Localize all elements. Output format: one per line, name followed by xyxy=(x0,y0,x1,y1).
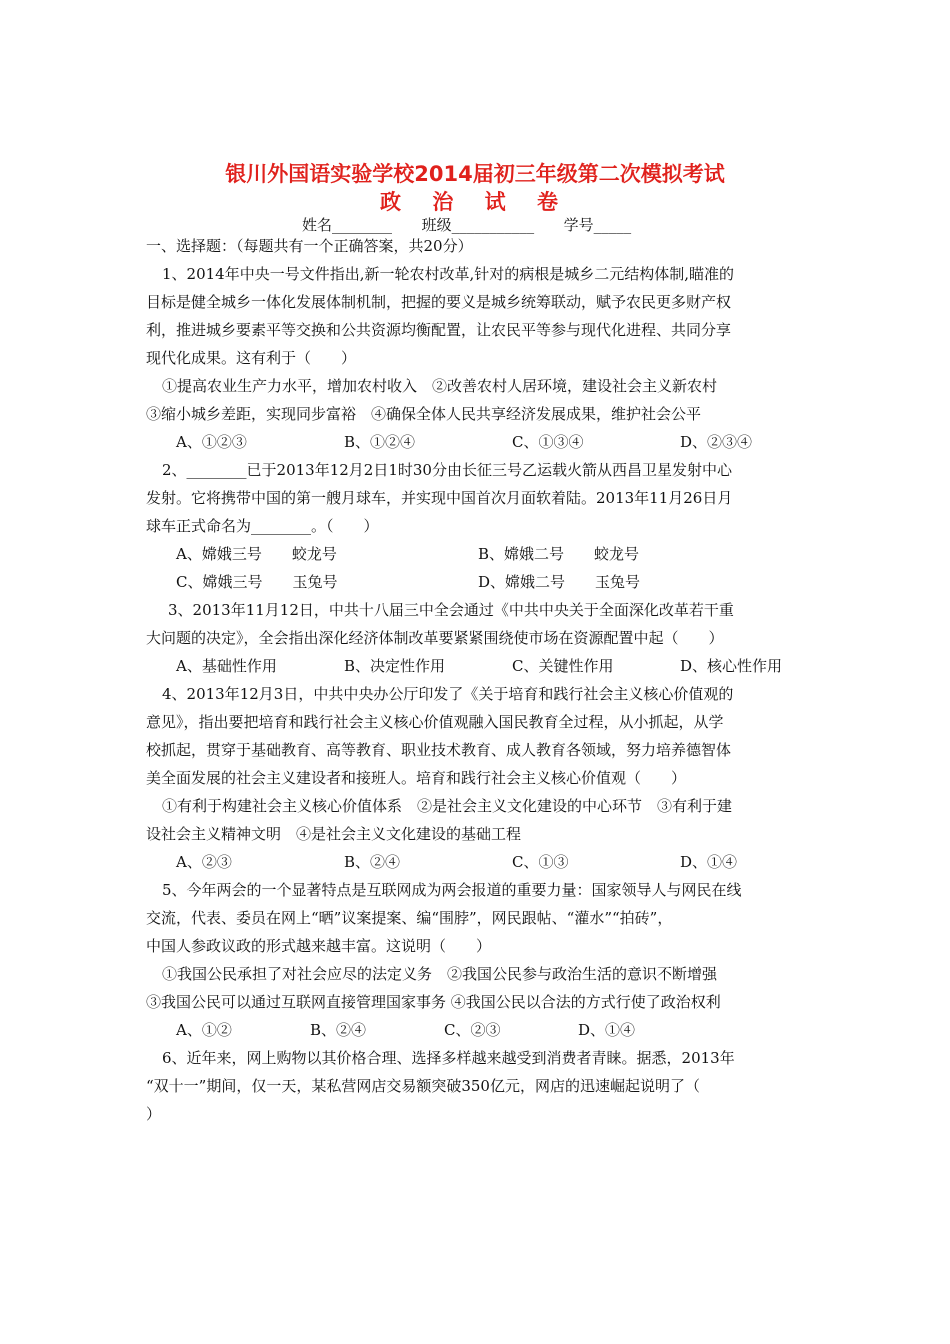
q6-line-3: ） xyxy=(146,1105,162,1123)
q5-statement-2: ③我国公民可以通过互联网直接管理国家事务 ④我国公民以合法的方式行使了政治权利 xyxy=(146,993,721,1011)
q1-line-2: 目标是健全城乡一体化发展体制机制，把握的要义是城乡统筹联动，赋予农民更多财产权 xyxy=(146,293,732,311)
q5-option-d: D、①④ xyxy=(578,1021,636,1039)
name-field-label: 姓名________ xyxy=(302,216,393,234)
q1-line-4: 现代化成果。这有利于（ ） xyxy=(146,349,357,367)
q2-line-1: 2、________已于2013年12月2日1时30分由长征三号乙运载火箭从西昌卫星发射中心 xyxy=(162,461,732,479)
q4-line-3: 校抓起，贯穿于基础教育、高等教育、职业技术教育、成人教育各领域，努力培养德智体 xyxy=(146,741,732,759)
q3-option-d: D、核心性作用 xyxy=(680,657,783,675)
q5-option-b: B、②④ xyxy=(310,1021,367,1039)
section-heading: 一、选择题：（每题共有一个正确答案，共20分） xyxy=(146,237,473,255)
student-info-row xyxy=(302,214,631,235)
q1-option-b: B、①②④ xyxy=(344,433,416,451)
q5-statement-1: ①我国公民承担了对社会应尽的法定义务 ②我国公民参与政治生活的意识不断增强 xyxy=(162,965,718,983)
q4-option-c: C、①③ xyxy=(512,853,569,871)
q5-option-a: A、①② xyxy=(176,1021,232,1039)
q4-statement-2: 设社会主义精神文明 ④是社会主义文化建设的基础工程 xyxy=(146,825,522,843)
q1-option-a: A、①②③ xyxy=(176,433,247,451)
student-id-field-label: 学号_____ xyxy=(563,216,632,234)
q4-line-4: 美全面发展的社会主义建设者和接班人。培育和践行社会主义核心价值观（ ） xyxy=(146,769,687,787)
q2-option-c: C、嫦娥三号 玉兔号 xyxy=(176,573,338,591)
q5-option-c: C、②③ xyxy=(444,1021,501,1039)
q3-option-b: B、决定性作用 xyxy=(344,657,446,675)
q1-statement-1: ①提高农业生产力水平，增加农村收入 ②改善农村人居环境，建设社会主义新农村 xyxy=(162,377,718,395)
q3-line-2: 大问题的决定》，全会指出深化经济体制改革要紧紧围绕使市场在资源配置中起（ ） xyxy=(146,629,724,647)
q1-line-1: 1、2014年中央一号文件指出,新一轮农村改革,针对的病根是城乡二元结构体制,瞄准的 xyxy=(162,265,735,283)
q6-line-2: “双十一”期间，仅一天，某私营网店交易额突破350亿元，网店的迅速崛起说明了（ xyxy=(146,1077,700,1095)
q2-option-d: D、嫦娥二号 玉兔号 xyxy=(478,573,641,591)
q6-line-1: 6、近年来，网上购物以其价格合理、选择多样越来越受到消费者青睐。据悉，2013年 xyxy=(162,1049,735,1067)
q2-line-2: 发射。它将携带中国的第一艘月球车，并实现中国首次月面软着陆。2013年11月26日月 xyxy=(146,489,733,507)
class-field-label: 班级___________ xyxy=(421,216,535,234)
q2-line-3: 球车正式命名为________。（ ） xyxy=(146,517,379,535)
q3-option-a: A、基础性作用 xyxy=(176,657,277,675)
q5-line-3: 中国人参政议政的形式越来越丰富。这说明（ ） xyxy=(146,937,492,955)
q5-line-1: 5、今年两会的一个显著特点是互联网成为两会报道的重要力量：国家领导人与网民在线 xyxy=(162,881,742,899)
exam-subtitle: 政 治 试 卷 xyxy=(380,190,570,214)
q2-option-b: B、嫦娥二号 蛟龙号 xyxy=(478,545,640,563)
q4-statement-1: ①有利于构建社会主义核心价值体系 ②是社会主义文化建设的中心环节 ③有利于建 xyxy=(162,797,733,815)
q1-line-3: 利，推进城乡要素平等交换和公共资源均衡配置，让农民平等参与现代化进程、共同分享 xyxy=(146,321,732,339)
q5-line-2: 交流，代表、委员在网上“晒”议案提案、编“围脖”，网民跟帖、“灌水”“拍砖”， xyxy=(146,909,673,927)
q1-statement-2: ③缩小城乡差距，实现同步富裕 ④确保全体人民共享经济发展成果，维护社会公平 xyxy=(146,405,702,423)
exam-title: 银川外国语实验学校2014届初三年级第二次模拟考试 xyxy=(225,162,725,186)
q4-option-d: D、①④ xyxy=(680,853,738,871)
q4-option-a: A、②③ xyxy=(176,853,232,871)
q2-option-a: A、嫦娥三号 蛟龙号 xyxy=(176,545,337,563)
q4-line-1: 4、2013年12月3日，中共中央办公厅印发了《关于培育和践行社会主义核心价值观的 xyxy=(162,685,734,703)
q3-option-c: C、关键性作用 xyxy=(512,657,614,675)
q1-option-c: C、①③④ xyxy=(512,433,584,451)
q4-line-2: 意见》，指出要把培育和践行社会主义核心价值观融入国民教育全过程，从小抓起，从学 xyxy=(146,713,724,731)
q4-option-b: B、②④ xyxy=(344,853,401,871)
q1-option-d: D、②③④ xyxy=(680,433,753,451)
q3-line-1: 3、2013年11月12日，中共十八届三中全会通过《中共中央关于全面深化改革若干重 xyxy=(168,601,734,619)
